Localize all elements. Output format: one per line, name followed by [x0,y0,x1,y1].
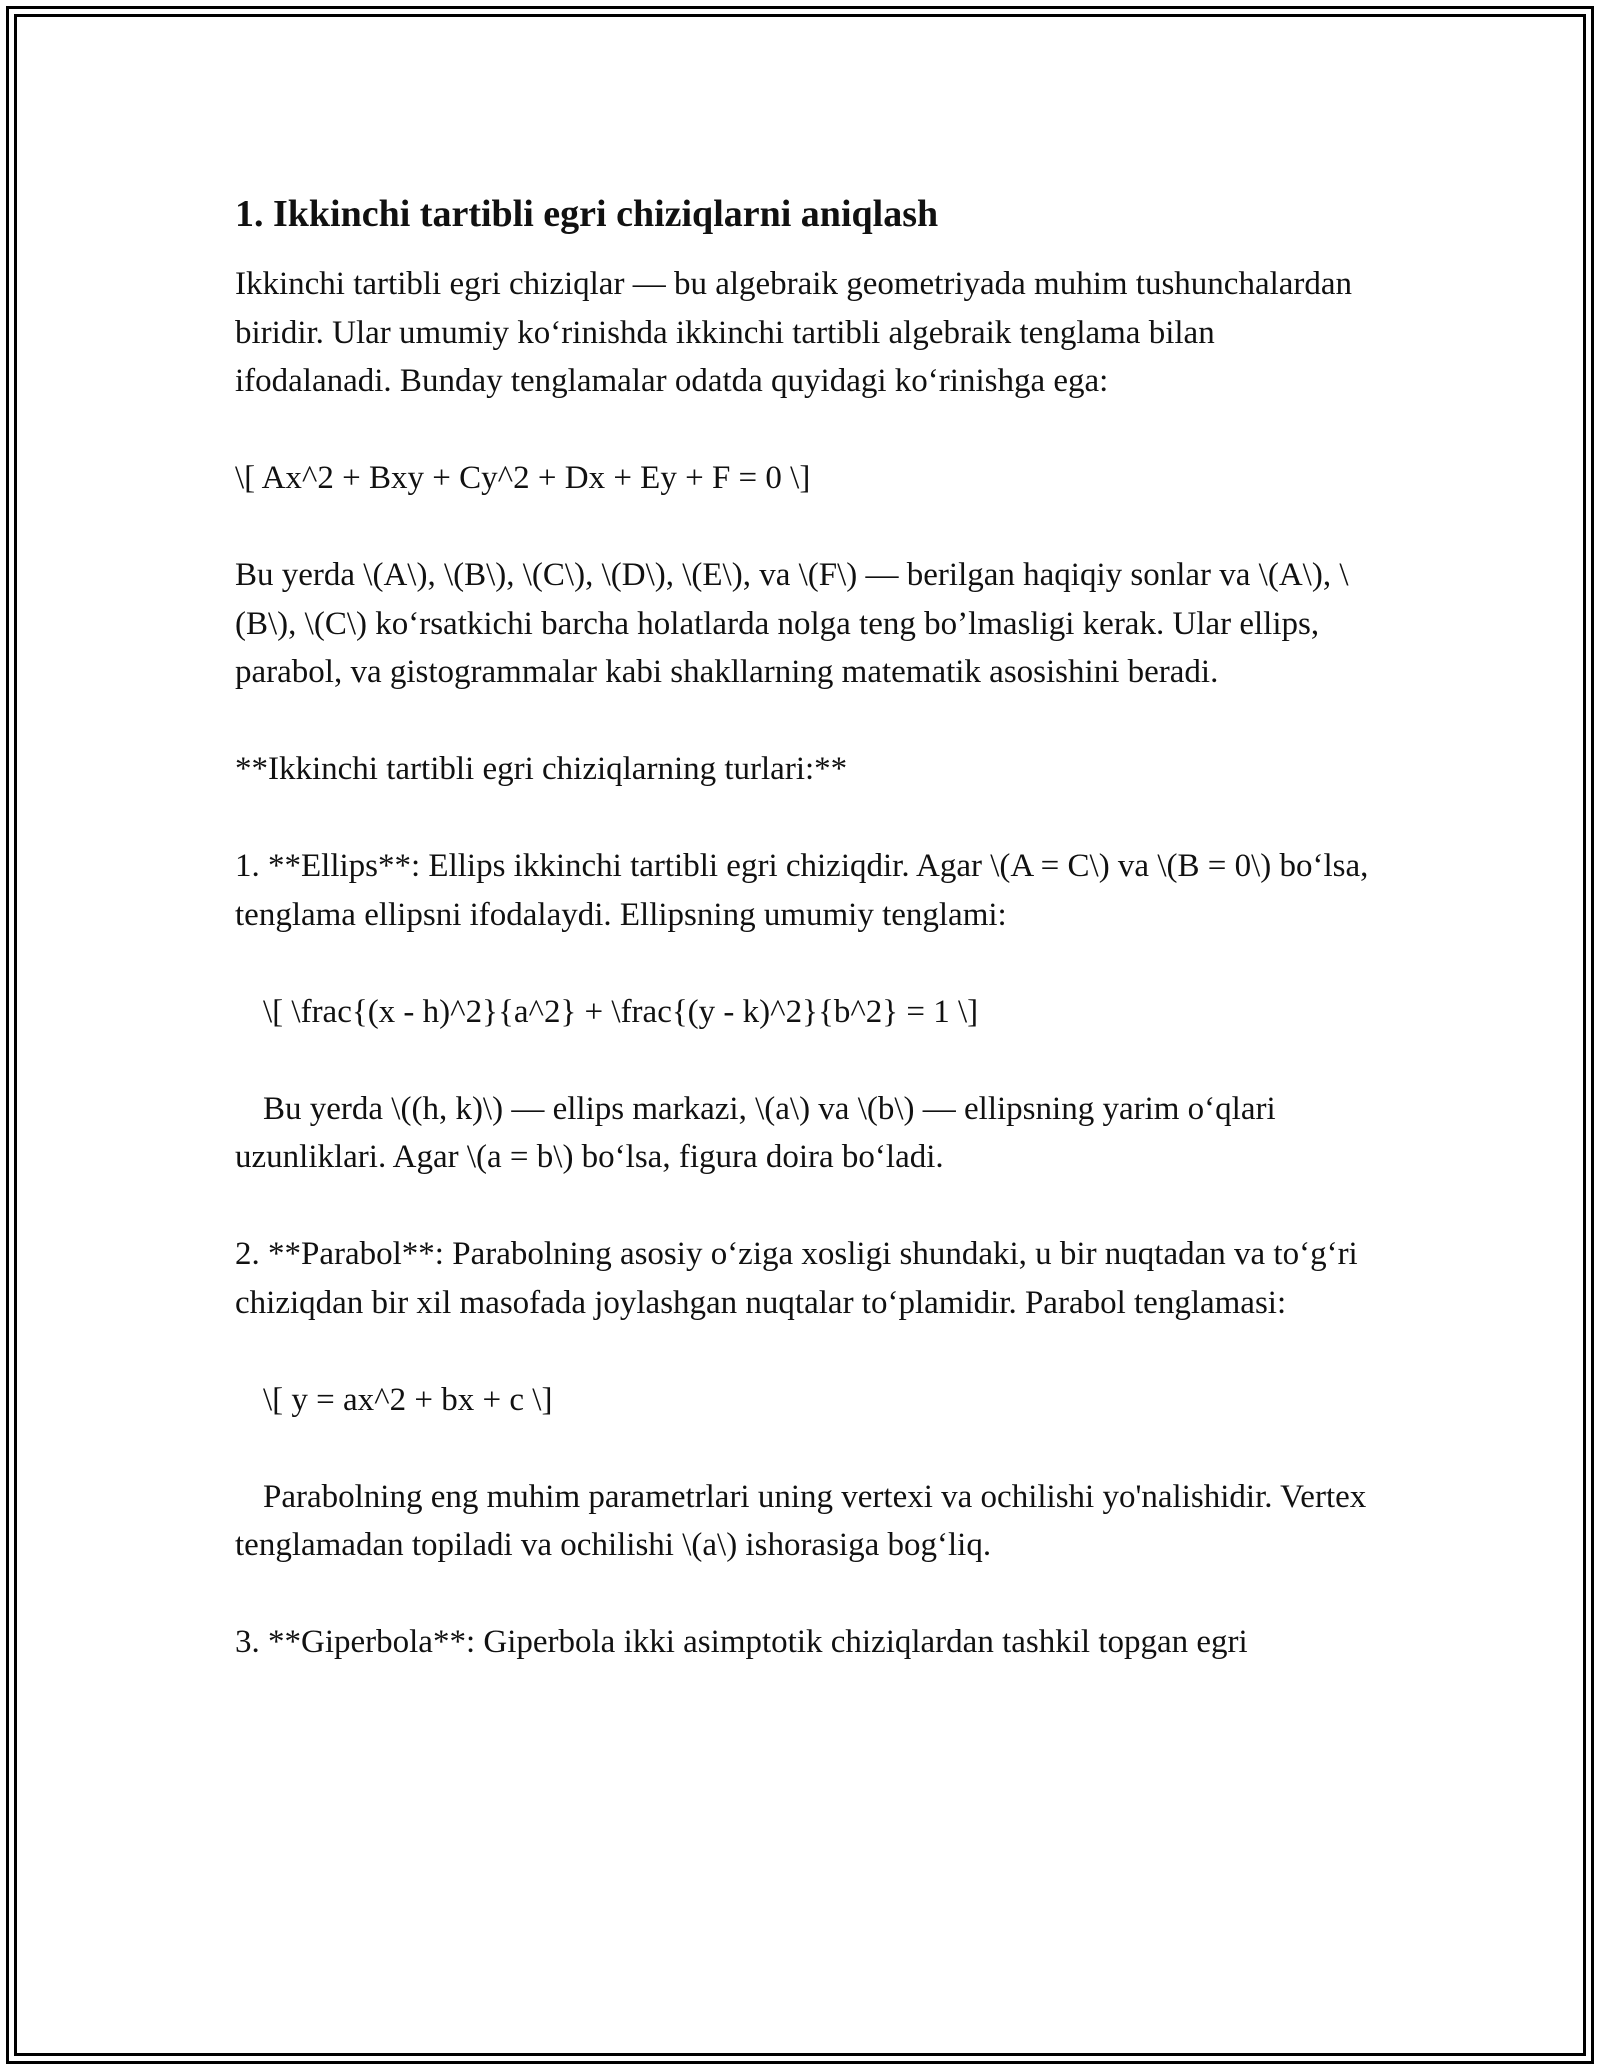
hyperbola-item: 3. **Giperbola**: Giperbola ikki asimptotik chiziqlardan tashkil topgan egri [235,1624,1248,1660]
section-heading: 1. Ikkinchi tartibli egri chiziqlarni aniqlash [235,193,939,235]
ellipse-explanation: Bu yerda \((h, k)\) — ellips markazi, \(a\) va \(b\) — ellipsning yarim oʻqlari uzunliklari. Agar \(a = b\) boʻlsa, figura doira boʻladi. [235,1090,1276,1175]
ellipse-item: 1. **Ellips**: Ellips ikkinchi tartibli egri chiziqdir. Agar \(A = C\) va \(B = 0\) boʻlsa, tenglama ellipsni ifodalaydi. Ellipsning umumiy tenglami: [235,848,1369,933]
general-equation: \[ Ax^2 + Bxy + Cy^2 + Dx + Ey + F = 0 \] [235,460,811,496]
parabola-equation: \[ y = ax^2 + bx + c \] [263,1381,553,1418]
ellipse-equation: \[ \frac{(x - h)^2}{a^2} + \frac{(y - k)^2}{b^2} = 1 \] [263,993,979,1030]
document-body [235,188,1370,1715]
parabola-item: 2. **Parabol**: Parabolning asosiy oʻziga xosligi shundaki, u bir nuqtadan va toʻgʻri chiziqdan bir xil masofada joylashgan nuqtalar toʻplamidir. Parabol tenglamasi: [235,1236,1358,1321]
coefficients-paragraph: Bu yerda \(A\), \(B\), \(C\), \(D\), \(E\), va \(F\) — berilgan haqiqiy sonlar va \(A\), \(B\), \(C\) koʻrsatkichi barcha holatlarda nolga teng bo’lmasligi kerak. Ular ellips, parabol, va gistogrammalar kabi shakllarning matematik asosishini beradi. [235,557,1349,690]
parabola-explanation: Parabolning eng muhim parametrlari uning vertexi va ochilishi yo'nalishidir. Vertex tenglamadan topiladi va ochilishi \(a\) ishorasiga bogʻliq. [235,1478,1367,1563]
intro-paragraph: Ikkinchi tartibli egri chiziqlar — bu algebraik geometriyada muhim tushunchalardan biridir. Ular umumiy koʻrinishda ikkinchi tartibli algebraik tenglama bilan ifodalanadi. Bunday tenglamalar odatda quyidagi koʻrinishga ega: [235,266,1353,399]
types-heading: **Ikkinchi tartibli egri chiziqlarning turlari:** [235,751,848,787]
